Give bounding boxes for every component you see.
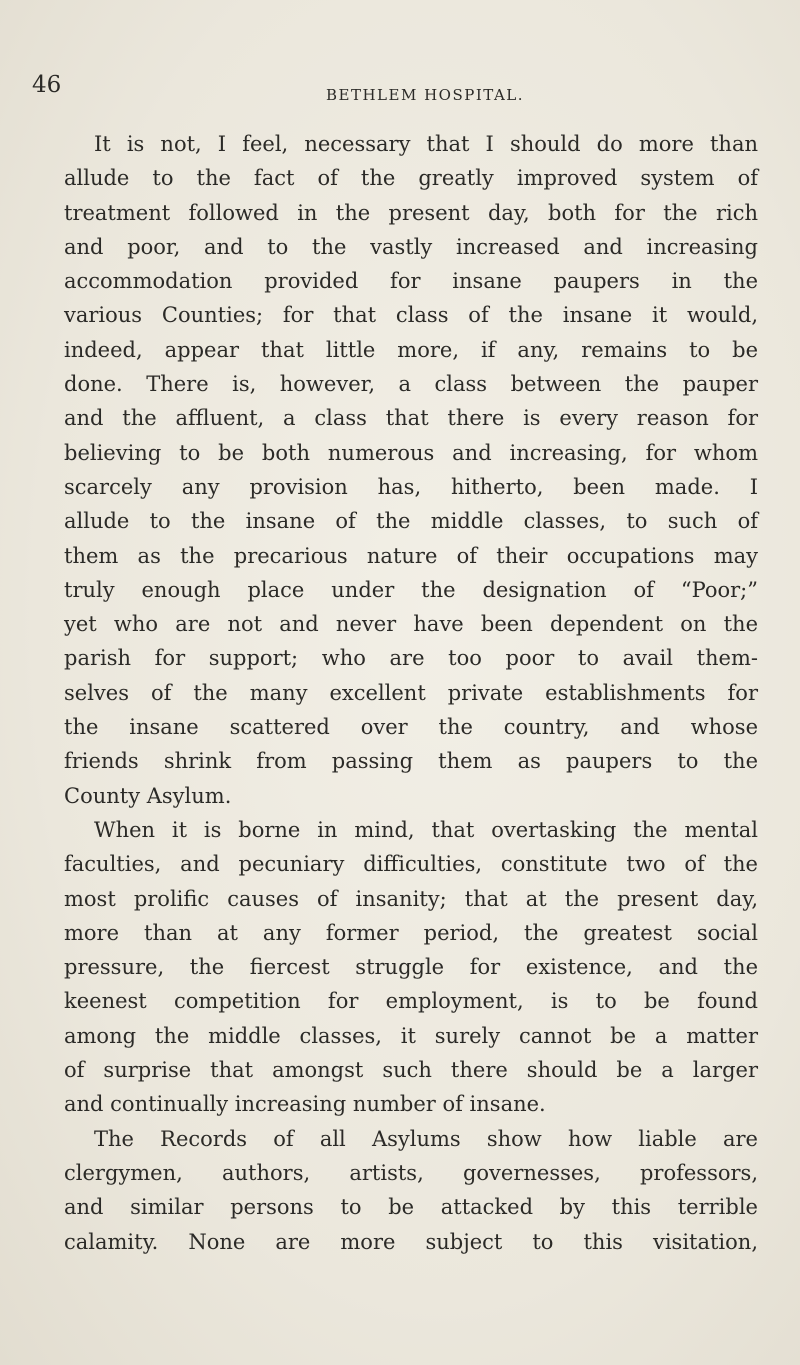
text-line: scarcely any provision has, hitherto, been made. I xyxy=(64,474,758,499)
text-line: done. There is, however, a class between the pauper xyxy=(64,372,758,397)
text-line: and continually increasing number of insane. xyxy=(64,1092,546,1117)
text-line: indeed, appear that little more, if any, remains to be xyxy=(64,337,758,362)
text-line: and similar persons to be attacked by this terrible xyxy=(64,1195,758,1220)
text-line: most prolific causes of insanity; that at the present day, xyxy=(64,886,758,911)
text-line: and poor, and to the vastly increased and increasing xyxy=(64,234,758,259)
text-line: allude to the fact of the greatly improved system of xyxy=(64,166,758,191)
page-number: 46 xyxy=(32,72,62,98)
text-line: calamity. None are more subject to this visitation, xyxy=(64,1229,758,1254)
text-line: faculties, and pecuniary difficulties, constitute two of the xyxy=(64,852,758,877)
text-line: clergymen, authors, artists, governesses, professors, xyxy=(64,1160,758,1185)
text-line: them as the precarious nature of their occupations may xyxy=(64,543,758,568)
text-line: pressure, the fiercest struggle for existence, and the xyxy=(64,955,758,980)
text-line: The Records of all Asylums show how liable are xyxy=(94,1126,758,1151)
text-line: the insane scattered over the country, and whose xyxy=(64,715,758,740)
text-line: treatment followed in the present day, both for the rich xyxy=(64,200,758,225)
body-text xyxy=(64,127,758,1259)
text-line: more than at any former period, the greatest social xyxy=(64,920,758,945)
text-line: County Asylum. xyxy=(64,783,232,808)
text-line: parish for support; who are too poor to avail them- xyxy=(64,646,758,671)
text-line: accommodation provided for insane paupers in the xyxy=(64,269,758,294)
text-line: When it is borne in mind, that overtasking the mental xyxy=(94,817,758,842)
text-line: believing to be both numerous and increasing, for whom xyxy=(64,440,758,465)
text-line: various Counties; for that class of the insane it would, xyxy=(64,303,758,328)
text-line: yet who are not and never have been dependent on the xyxy=(64,612,758,637)
text-line: It is not, I feel, necessary that I should do more than xyxy=(94,132,758,156)
text-line: among the middle classes, it surely cannot be a matter xyxy=(64,1023,758,1048)
text-line: friends shrink from passing them as paupers to the xyxy=(64,749,758,774)
text-line: selves of the many excellent private establishments for xyxy=(64,680,758,705)
text-line: truly enough place under the designation of “Poor;” xyxy=(64,577,758,602)
running-head: BETHLEM HOSPITAL. xyxy=(325,86,524,104)
text-line: keenest competition for employment, is to be found xyxy=(64,989,758,1014)
text-line: and the affluent, a class that there is every reason for xyxy=(64,406,758,431)
text-line: allude to the insane of the middle classes, to such of xyxy=(64,509,758,534)
text-line: of surprise that amongst such there should be a larger xyxy=(64,1058,758,1083)
